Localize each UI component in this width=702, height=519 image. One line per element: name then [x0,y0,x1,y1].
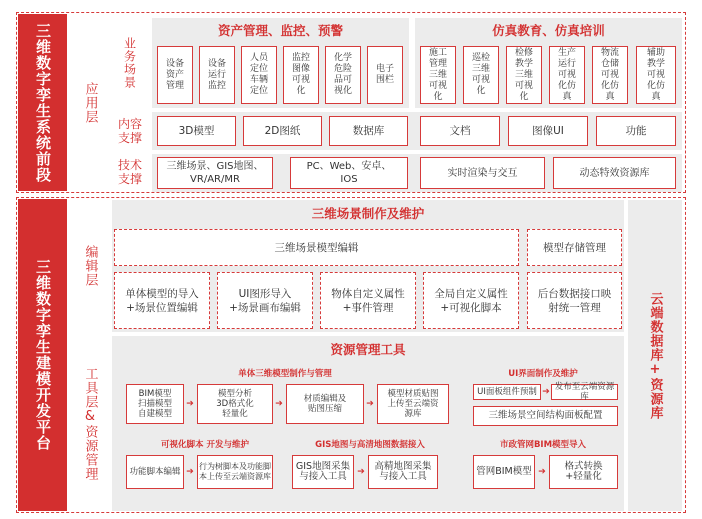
edit-item-ui-import: UI图形导入 +场景画布编辑 [217,272,313,329]
gis-access-title: GIS地图与高清地图数据接入 [315,440,425,450]
edit-item-model-import: 单体模型的导入 +场景位置编辑 [114,272,210,329]
edit-item-global-attributes: 全局自定义属性 +可视化脚本 [423,272,519,329]
business-left-item: 设备 资产 管理 [157,46,193,104]
bim-import-title: 市政管网BIM模型导入 [499,440,587,450]
business-left-item: 设备 运行 监控 [199,46,235,104]
tech-item-realtime-render: 实时渲染与交互 [420,157,545,189]
business-right-item: 辅助 教学 可视 化仿 真 [636,46,676,104]
edit-item-object-attributes: 物体自定义属性 +事件管理 [320,272,416,329]
business-left-item: 化学 危险 品可 视化 [325,46,361,104]
bim-item-format-convert: 格式转换 +轻量化 [549,455,618,489]
tech-support-label [112,154,148,190]
business-right-item: 巡检 三维 可视 化 [463,46,499,104]
content-item-3d-model: 3D模型 [157,116,236,146]
tech-support-label-text: 技术支撑 [117,158,142,186]
ui-item-publish-cloud: 发布至云端资源库 [551,384,618,400]
platform-side-title: 三维数字孪生建模开发平台 [18,199,67,511]
business-right-item: 施工 管理 三维 可视 化 [420,46,456,104]
content-item-document: 文档 [420,116,500,146]
arrow-right-icon: ➔ [538,467,546,477]
arrow-right-icon: ➔ [542,387,550,397]
business-left-item: 电子 围栏 [367,46,403,104]
content-support-label-text: 内容支撑 [117,117,142,145]
edit-item-backend-interface: 后台数据接口映 射统一管理 [527,272,622,329]
asset-monitor-header: 资产管理、监控、预警 [152,18,409,42]
arrow-right-icon: ➔ [357,467,365,477]
gis-item-gis-tool: GIS地图采集 与接入工具 [292,455,354,489]
scene-model-editor: 三维场景模型编辑 [114,229,519,266]
ui-maintenance-title: UI界面制作及维护 [508,369,578,379]
content-support-label [112,112,148,150]
simulation-header: 仿真教育、仿真培训 [415,18,682,42]
content-item-database: 数据库 [329,116,408,146]
scene-production-header: 三维场景制作及维护 [112,200,624,226]
business-left-item: 监控 图像 可视 化 [283,46,319,104]
arrow-right-icon: ➔ [186,467,194,477]
app-layer-label: 应用层 [82,81,98,124]
script-item-function-edit: 功能脚本编辑 [126,455,184,489]
business-right-item: 生产 运行 可视 化仿 真 [549,46,585,104]
mono-item-model-analysis: 模型分析 3D格式化 轻量化 [197,384,273,424]
business-right-item: 检修 教学 三维 可视 化 [506,46,542,104]
gis-item-hd-map-tool: 高精地图采集 与接入工具 [368,455,438,489]
resource-management-header: 资源管理工具 [112,336,624,362]
mono-item-upload-cloud: 模型材质贴图 上传至云端资 源库 [377,384,449,424]
tool-layer-label: 工具层&资源管理 [82,366,98,481]
mono-model-title: 单体三维模型制作与管理 [238,369,332,379]
arrow-right-icon: ➔ [186,399,194,409]
business-scene-label: 业务场景 [122,37,137,89]
tech-item-effects-library: 动态特效资源库 [553,157,676,189]
edit-layer-label: 编辑层 [82,244,98,287]
content-item-image-ui: 图像UI [508,116,588,146]
arrow-right-icon: ➔ [275,399,283,409]
visual-script-title: 可视化脚本 开发与维护 [161,440,249,450]
content-item-2d-drawing: 2D图纸 [243,116,322,146]
content-item-function: 功能 [596,116,676,146]
model-storage-management: 模型存储管理 [527,229,622,266]
frontend-side-title: 三维数字孪生系统前段 [18,14,67,191]
mono-item-material-edit: 材质编辑及 贴图压缩 [286,384,364,424]
script-item-upload: 行为树脚本及功能脚 本上传至云端资源库 [197,455,273,489]
business-left-item: 人员 定位 车辆 定位 [241,46,277,104]
business-right-item: 物流 仓储 可视 化仿 真 [592,46,628,104]
ui-item-panel-config: 三维场景空间结构面板配置 [473,406,618,426]
tech-item-scene-gis: 三维场景、GIS地图、 VR/AR/MR [157,157,273,189]
arrow-right-icon: ➔ [366,399,374,409]
bim-item-pipe-model: 管网BIM模型 [473,455,535,489]
mono-item-source-models: BIM模型 扫描模型 自建模型 [126,384,184,424]
cloud-database-library: 云端数据库+资源库 [628,200,682,511]
tech-item-platforms: PC、Web、安卓、 IOS [290,157,408,189]
ui-item-panel-prefab: UI面板组件预制 [473,384,541,400]
